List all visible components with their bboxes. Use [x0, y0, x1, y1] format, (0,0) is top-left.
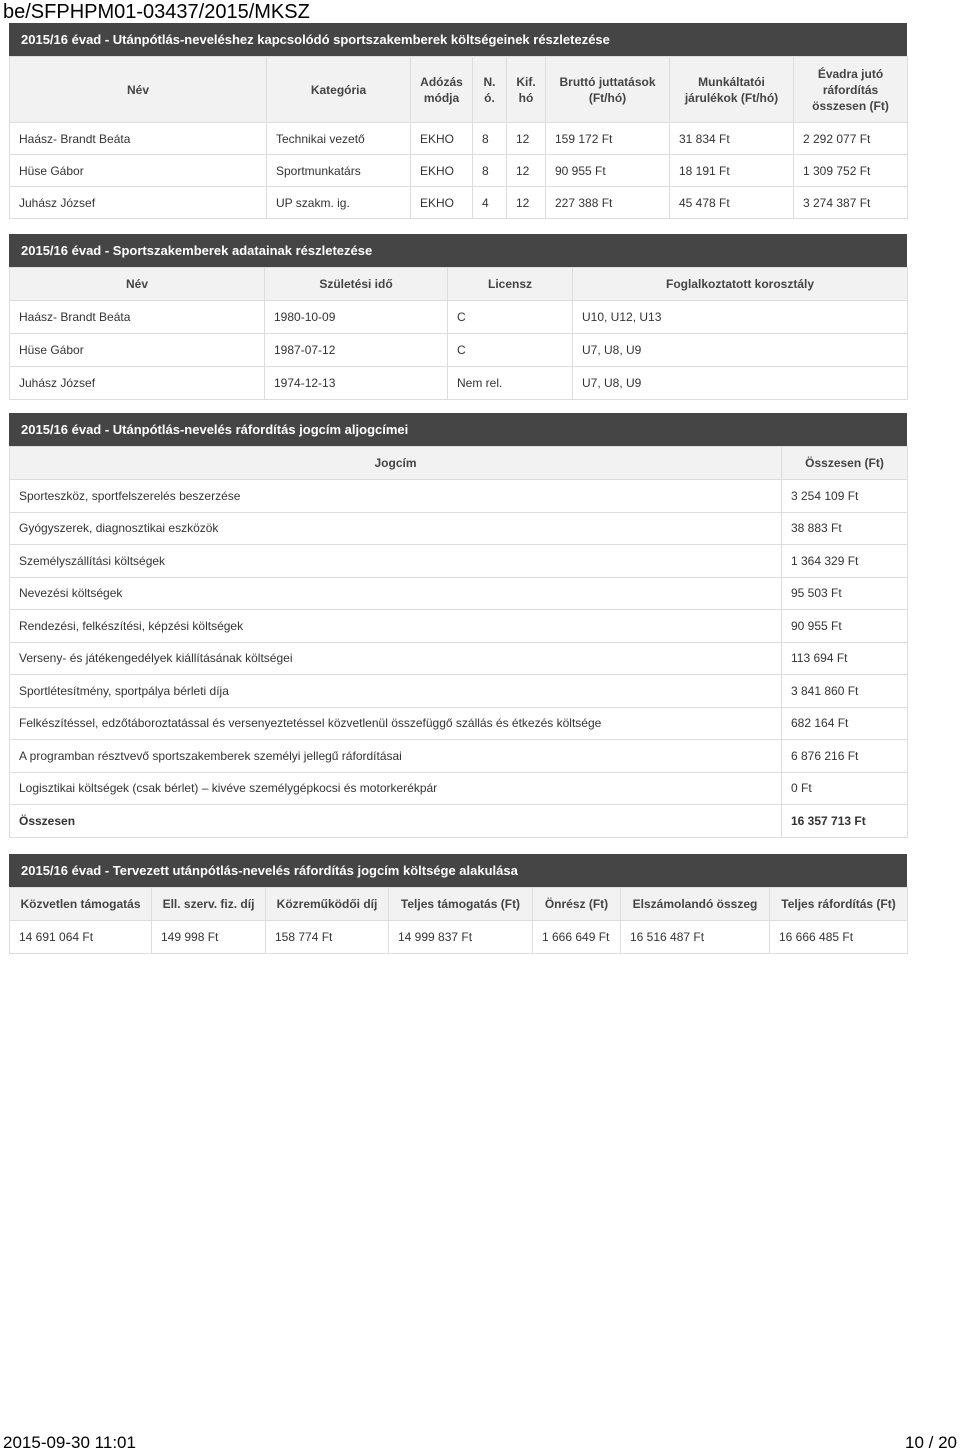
cell-amount: 6 876 216 Ft: [782, 740, 908, 773]
column-header: Jogcím: [10, 447, 782, 480]
total-label: Összesen: [10, 805, 782, 838]
document-id: be/SFPHPM01-03437/2015/MKSZ: [3, 1, 310, 23]
column-header: Név: [10, 268, 265, 301]
cell-amount: 3 841 860 Ft: [782, 675, 908, 708]
table-header-row: [10, 268, 908, 301]
section-cost-subcategories: [9, 413, 907, 838]
cell-age-group: U10, U12, U13: [573, 301, 908, 334]
table-header-row: [10, 447, 908, 480]
cell-name: Juhász József: [10, 187, 267, 219]
cell-n: 8: [473, 123, 507, 155]
cell-amount: 113 694 Ft: [782, 642, 908, 675]
column-header: Összesen (Ft): [782, 447, 908, 480]
cell-amount: 90 955 Ft: [782, 610, 908, 643]
cell-license: C: [448, 301, 573, 334]
section-planned-costs: [9, 854, 907, 954]
table-row: [10, 707, 908, 740]
cell-accountable-amount: 16 516 487 Ft: [621, 921, 770, 954]
table-row: [10, 772, 908, 805]
table-row: [10, 921, 908, 954]
cell-category: Technikai vezető: [267, 123, 411, 155]
cell-birthdate: 1987-07-12: [265, 334, 448, 367]
column-header: Közvetlen támogatás: [10, 888, 152, 921]
footer-datetime: 2015-09-30 11:01: [3, 1433, 136, 1452]
cell-total-support: 14 999 837 Ft: [389, 921, 533, 954]
table-header-row: [10, 57, 908, 123]
cell-amount: 3 254 109 Ft: [782, 480, 908, 513]
column-header: Licensz: [448, 268, 573, 301]
cell-total: 1 309 752 Ft: [794, 155, 908, 187]
cell-category: Logisztikai költségek (csak bérlet) – kivéve személygépkocsi és motorkerékpár: [10, 772, 782, 805]
table-row: [10, 187, 908, 219]
table-row: [10, 301, 908, 334]
total-value: 16 357 713 Ft: [782, 805, 908, 838]
table-row: [10, 155, 908, 187]
column-header: Munkáltatói járulékok (Ft/hó): [670, 57, 794, 123]
table-row: [10, 367, 908, 400]
table-row: [10, 123, 908, 155]
cell-gross: 159 172 Ft: [546, 123, 670, 155]
cell-gross: 90 955 Ft: [546, 155, 670, 187]
section-cost-subcategories-title: 2015/16 évad - Utánpótlás-nevelés ráfordítás jogcím aljogcímei: [9, 413, 907, 446]
column-header: Születési idő: [265, 268, 448, 301]
cell-contributor-fee: 158 774 Ft: [266, 921, 389, 954]
column-header: Ell. szerv. fiz. díj: [152, 888, 266, 921]
column-header: Közreműködői díj: [266, 888, 389, 921]
cell-category: Gyógyszerek, diagnosztikai eszközök: [10, 512, 782, 545]
staff-details-table: [9, 267, 908, 400]
column-header: Teljes támogatás (Ft): [389, 888, 533, 921]
planned-costs-table: [9, 887, 908, 954]
cell-name: Hüse Gábor: [10, 334, 265, 367]
footer-page-number: 10 / 20: [905, 1433, 957, 1452]
cell-n: 8: [473, 155, 507, 187]
cell-amount: 95 503 Ft: [782, 577, 908, 610]
section-staff-details: [9, 234, 907, 400]
cell-amount: 0 Ft: [782, 772, 908, 805]
cell-name: Hüse Gábor: [10, 155, 267, 187]
table-row: [10, 577, 908, 610]
cell-tax: EKHO: [411, 155, 473, 187]
table-row: [10, 334, 908, 367]
table-row: [10, 545, 908, 578]
section-staff-details-title: 2015/16 évad - Sportszakemberek adatainak részletezése: [9, 234, 907, 267]
cell-gross: 227 388 Ft: [546, 187, 670, 219]
cell-license: C: [448, 334, 573, 367]
staff-costs-table: [9, 56, 908, 219]
cell-category: UP szakm. ig.: [267, 187, 411, 219]
table-row: [10, 675, 908, 708]
cell-category: Sportmunkatárs: [267, 155, 411, 187]
cell-name: Haász- Brandt Beáta: [10, 123, 267, 155]
cell-category: Nevezési költségek: [10, 577, 782, 610]
cell-birthdate: 1980-10-09: [265, 301, 448, 334]
cell-amount: 1 364 329 Ft: [782, 545, 908, 578]
column-header: N. ó.: [473, 57, 507, 123]
table-row: [10, 740, 908, 773]
cell-category: Személyszállítási költségek: [10, 545, 782, 578]
cell-months: 12: [507, 187, 546, 219]
total-row: [10, 805, 908, 838]
column-header: Foglalkoztatott korosztály: [573, 268, 908, 301]
cell-category: Sportlétesítmény, sportpálya bérleti díja: [10, 675, 782, 708]
cell-contrib: 45 478 Ft: [670, 187, 794, 219]
cell-category: Felkészítéssel, edzőtáboroztatással és versenyeztetéssel közvetlenül összefüggő szállás és étkezés költsége: [10, 707, 782, 740]
section-planned-costs-title: 2015/16 évad - Tervezett utánpótlás-nevelés ráfordítás jogcím költsége alakulása: [9, 854, 907, 887]
table-row: [10, 610, 908, 643]
cell-contrib: 31 834 Ft: [670, 123, 794, 155]
cell-amount: 38 883 Ft: [782, 512, 908, 545]
column-header: Adózás módja: [411, 57, 473, 123]
cell-age-group: U7, U8, U9: [573, 334, 908, 367]
cell-license: Nem rel.: [448, 367, 573, 400]
column-header: Évadra jutó ráfordítás összesen (Ft): [794, 57, 908, 123]
cell-inspection-fee: 149 998 Ft: [152, 921, 266, 954]
cell-age-group: U7, U8, U9: [573, 367, 908, 400]
cell-total: 2 292 077 Ft: [794, 123, 908, 155]
cell-total-expense: 16 666 485 Ft: [770, 921, 908, 954]
cell-category: A programban résztvevő sportszakemberek személyi jellegű ráfordításai: [10, 740, 782, 773]
cell-months: 12: [507, 155, 546, 187]
cell-tax: EKHO: [411, 123, 473, 155]
cell-contrib: 18 191 Ft: [670, 155, 794, 187]
cell-total: 3 274 387 Ft: [794, 187, 908, 219]
column-header: Elszámolandó összeg: [621, 888, 770, 921]
column-header: Önrész (Ft): [533, 888, 621, 921]
cell-category: Sporteszköz, sportfelszerelés beszerzése: [10, 480, 782, 513]
cell-name: Haász- Brandt Beáta: [10, 301, 265, 334]
cell-category: Verseny- és játékengedélyek kiállításának költségei: [10, 642, 782, 675]
cell-category: Rendezési, felkészítési, képzési költségek: [10, 610, 782, 643]
column-header: Kif. hó: [507, 57, 546, 123]
cell-amount: 682 164 Ft: [782, 707, 908, 740]
table-header-row: [10, 888, 908, 921]
cell-name: Juhász József: [10, 367, 265, 400]
table-row: [10, 480, 908, 513]
column-header: Kategória: [267, 57, 411, 123]
cell-n: 4: [473, 187, 507, 219]
column-header: Bruttó juttatások (Ft/hó): [546, 57, 670, 123]
column-header: Név: [10, 57, 267, 123]
table-row: [10, 512, 908, 545]
section-staff-costs-title: 2015/16 évad - Utánpótlás-neveléshez kapcsolódó sportszakemberek költségeinek részletezése: [9, 23, 907, 56]
column-header: Teljes ráfordítás (Ft): [770, 888, 908, 921]
cell-tax: EKHO: [411, 187, 473, 219]
cell-months: 12: [507, 123, 546, 155]
cost-subcategories-table: [9, 446, 908, 838]
cell-own-share: 1 666 649 Ft: [533, 921, 621, 954]
cell-direct-support: 14 691 064 Ft: [10, 921, 152, 954]
cell-birthdate: 1974-12-13: [265, 367, 448, 400]
section-staff-costs: [9, 23, 907, 219]
table-row: [10, 642, 908, 675]
